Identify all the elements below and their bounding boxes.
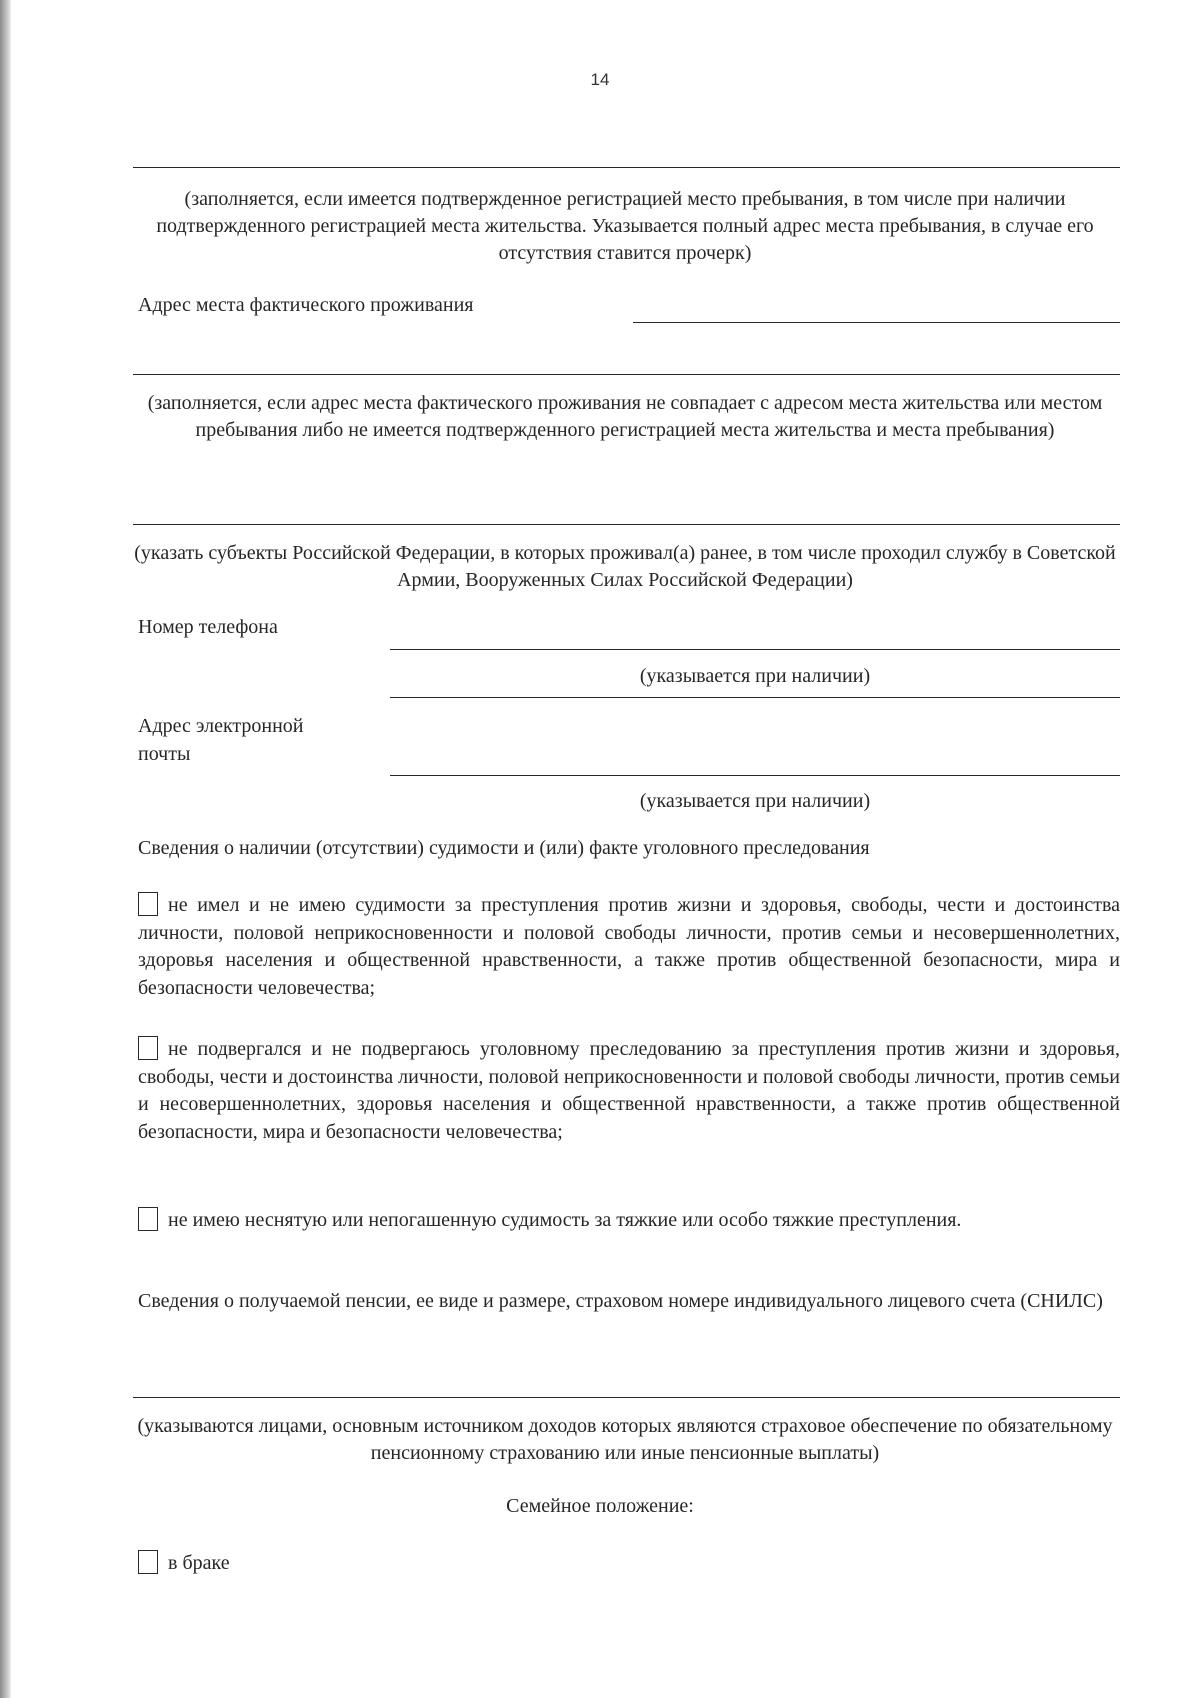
email-line[interactable] [390,775,1120,776]
stay-address-line[interactable] [133,167,1120,168]
criminal-record-option-1-text: не имел и не имею судимости за преступления против жизни и здоровья, свободы, чести и достоинства личности, половой неприкосновенности и половой свободы личности, против семьи и несовершеннолетних, здоровья населения и общественной нравственности, а также против общественной безопасности, мира и безопасности человечества; [138,894,1120,999]
email-note: (указывается при наличии) [639,790,871,812]
previous-regions-note: (указать субъекты Российской Федерации, в которых проживал(а) ранее, в том числе проходил службу в Советской Армии, Вооруженных Силах Российской Федерации) [134,542,1116,591]
criminal-record-option-3-text: не имею неснятую или непогашенную судимость за тяжкие или особо тяжкие преступления. [168,1209,962,1231]
scan-left-edge [0,0,11,1698]
previous-regions-line[interactable] [133,524,1120,525]
married-checkbox[interactable] [138,1550,158,1574]
criminal-record-option-2 [138,1036,1120,1146]
actual-address-line-1[interactable] [633,322,1120,323]
page-number: 14 [590,70,610,89]
phone-note: (указывается при наличии) [639,665,871,687]
criminal-record-heading: Сведения о наличии (отсутствии) судимости и (или) факте уголовного преследования [138,837,870,859]
criminal-record-checkbox-3[interactable] [138,1207,158,1231]
email-label-line1: Адрес электронной [138,715,304,737]
criminal-record-option-3 [138,1207,1120,1235]
actual-address-note: (заполняется, если адрес места фактического проживания не совпадает с адресом места жительства или местом пребывания либо не имеется подтвержденного регистрацией места жительства и места пребывания) [147,392,1103,441]
criminal-record-checkbox-1[interactable] [138,892,158,916]
phone-label: Номер телефона [138,616,278,638]
actual-address-label: Адрес места фактического проживания [138,294,474,316]
criminal-record-checkbox-2[interactable] [138,1036,158,1060]
pension-heading: Сведения о получаемой пенсии, ее виде и размере, страховом номере индивидуального лицевого счета (СНИЛС) [138,1290,1103,1312]
email-label-line2: почты [138,743,191,765]
marital-status-heading: Семейное положение: [506,1495,694,1517]
phone-line[interactable] [390,649,1120,650]
criminal-record-option-1 [138,892,1120,1002]
criminal-record-option-2-text: не подвергался и не подвергаюсь уголовному преследованию за преступления против жизни и здоровья, свободы, чести и достоинства личности, половой неприкосновенности и половой свободы личности, против семьи и несовершеннолетних, здоровья населения и общественной нравственности, а также против общественной безопасности, мира и безопасности человечества; [138,1038,1120,1143]
phone-line-bottom [390,697,1120,698]
pension-note: (указываются лицами, основным источником доходов которых являются страховое обеспечение по обязательному пенсионному страхованию или иные пенсионные выплаты) [137,1415,1113,1464]
stay-address-note: (заполняется, если имеется подтвержденное регистрацией место пребывания, в том числе при наличии подтвержденного регистрацией места жительства. Указывается полный адрес места пребывания, в случае его отсутствия ставится прочерк) [156,188,1094,264]
married-label: в браке [168,1552,230,1574]
actual-address-line-2[interactable] [133,374,1120,375]
pension-line[interactable] [133,1397,1120,1398]
marital-status-option-married [138,1550,230,1577]
